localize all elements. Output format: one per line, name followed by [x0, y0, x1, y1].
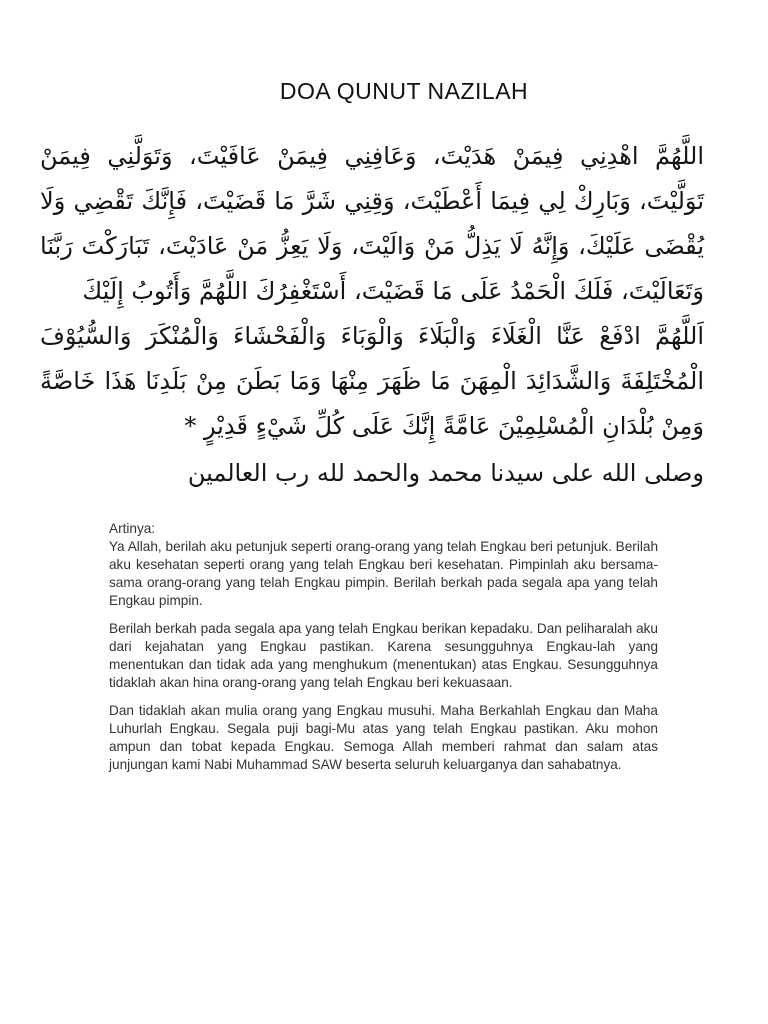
arabic-closing-line: وصلى الله على سيدنا محمد والحمد لله رب العالمين — [187, 459, 704, 487]
arabic-paragraph-nazilah: اَللَّهُمَّ ادْفَعْ عَنَّا الْغَلَاءَ وَالْبَلَاءَ وَالْوَبَاءَ وَالْفَحْشَاءَ وَالْمُنْكَرَ وَالسُّيُوْفَ الْمُخْتَلِفَةَ وَالشَّدَائِدَ الْمِهَنَ مَا ظَهَرَ مِنْهَا وَمَا بَطَنَ مِنْ بَلَدِنَا هَذَا خَاصَّةً وَمِنْ بُلْدَانِ الْمُسْلِمِيْنَ عَامَّةً إِنَّكَ عَلَى كُلِّ شَيْءٍ قَدِيْرٍ * — [40, 322, 704, 440]
arabic-prayer-text — [40, 134, 704, 496]
translation-label: Artinya: — [109, 521, 156, 536]
translation-paragraph-2: Berilah berkah pada segala apa yang telah Engkau berikan kepadaku. Dan peliharalah aku dari kejahatan yang Engkau pastikan. Karena sesungguhnya Engkau-lah yang menentukan dan tidak ada yang menghukum (menentukan) atas Engkau. Sesungguhnya tidaklah akan hina orang-orang yang telah Engkau beri kekuasaan. — [109, 621, 658, 690]
translation-paragraph-1: Ya Allah, berilah aku petunjuk seperti orang-orang yang telah Engkau beri petunjuk. Berilah aku kesehatan seperti orang yang telah Engkau beri kesehatan. Pimpinlah aku bersama-sama orang-orang yang telah Engkau pimpin. Berilah berkah pada segala apa yang telah Engkau pimpin. — [109, 539, 658, 608]
page-title: DOA QUNUT NAZILAH — [279, 78, 529, 104]
translation-section — [109, 520, 658, 784]
arabic-paragraph-qunut: اللَّهُمَّ اهْدِنِي فِيمَنْ هَدَيْتَ، وَعَافِنِي فِيمَنْ عَافَيْتَ، وَتَوَلَّنِي فِيمَنْ تَوَلَّيْتَ، وَبَارِكْ لِي فِيمَا أَعْطَيْتَ، وَقِنِي شَرَّ مَا قَضَيْتَ، فَإِنَّكَ تَقْضِي وَلَا يُقْضَى عَلَيْكَ، وَإِنَّهُ لَا يَذِلُّ مَنْ وَالَيْتَ، وَلَا يَعِزُّ مَنْ عَادَيْتَ، تَبَارَكْتَ رَبَّنَا وَتَعَالَيْتَ، فَلَكَ الْحَمْدُ عَلَى مَا قَضَيْتَ، أَسْتَغْفِرُكَ اللَّهُمَّ وَأَتُوبُ إِلَيْكَ — [40, 142, 704, 305]
translation-paragraph-3: Dan tidaklah akan mulia orang yang Engkau musuhi. Maha Berkahlah Engkau dan Maha Luhurlah Engkau. Segala puji bagi-Mu atas yang telah Engkau pastikan. Aku mohon ampun dan tobat kepada Engkau. Semoga Allah memberi rahmat dan salam atas junjungan kami Nabi Muhammad SAW beserta seluruh keluarganya dan sahabatnya. — [109, 703, 658, 772]
